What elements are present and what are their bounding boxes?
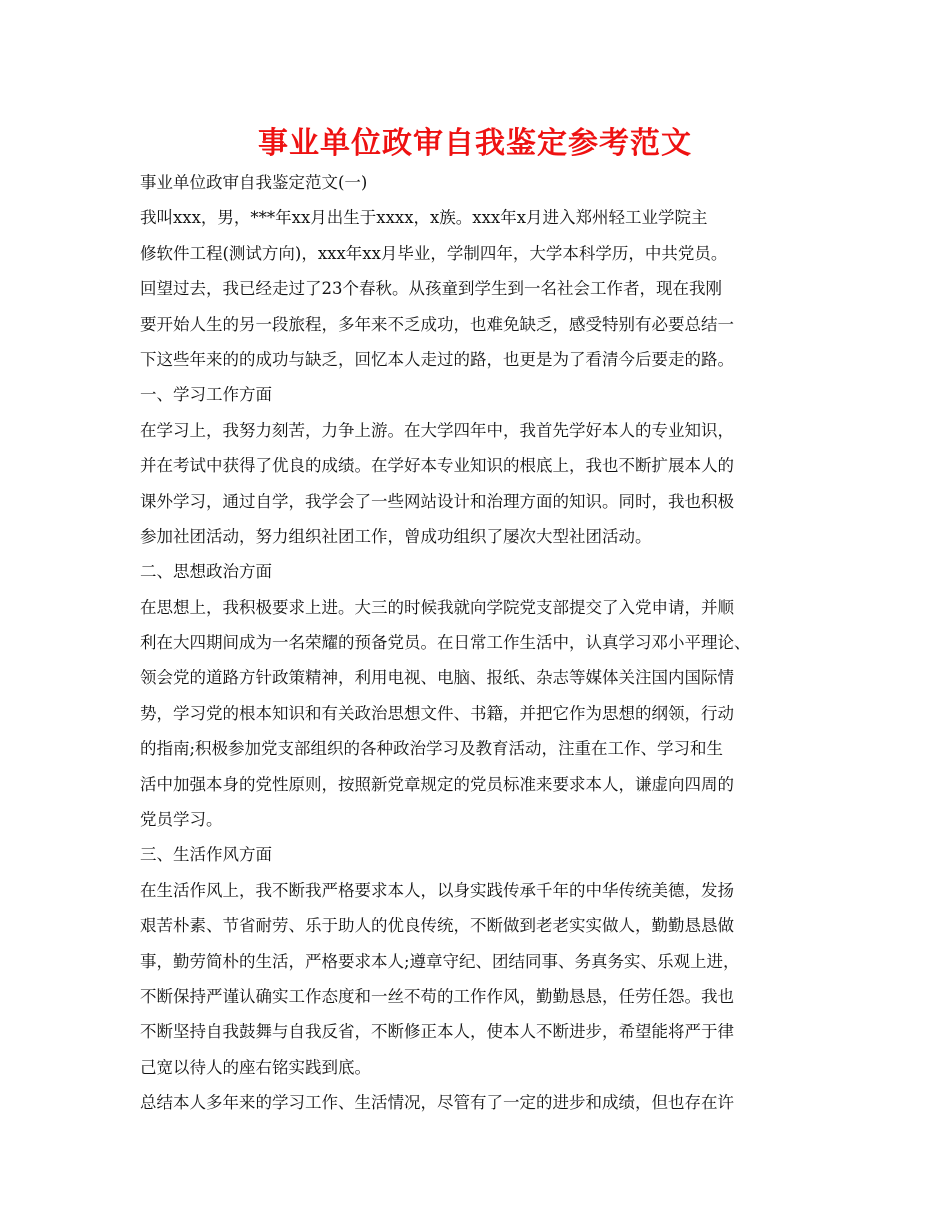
text-line: 参加社团活动，努力组织社团工作，曾成功组织了屡次大型社团活动。 [140, 526, 652, 546]
text-line: 我叫xxx，男，***年xx月出生于xxxx，x族。xxx年x月进入郑州轻工业学院主 [140, 208, 708, 228]
text-line: 回望过去，我已经走过了23个春秋。从孩童到学生到一名社会工作者，现在我刚 [140, 279, 722, 299]
text-line: 事业单位政审自我鉴定范文(一) [140, 173, 368, 192]
text-line: 的指南;积极参加党支部组织的各种政治学习及教育活动，注重在工作、学习和生 [140, 739, 724, 759]
text-line: 一、学习工作方面 [140, 385, 272, 405]
text-line: 艰苦朴素、节省耐劳、乐于助人的优良传统，不断做到老老实实做人，勤勤恳恳做 [140, 916, 734, 936]
text-line: 要开始人生的另一段旅程，多年来不乏成功，也难免缺乏，感受特别有必要总结一 [140, 314, 734, 334]
text-line: 势，学习党的根本知识和有关政治思想文件、书籍，并把它作为思想的纲领，行动 [140, 703, 734, 723]
text-line: 活中加强本身的党性原则，按照新党章规定的党员标准来要求本人，谦虚向四周的 [140, 774, 734, 794]
text-line: 修软件工程(测试方向)，xxx年xx月毕业，学制四年，大学本科学历，中共党员。 [140, 243, 728, 263]
text-line: 不断坚持自我鼓舞与自我反省，不断修正本人，使本人不断进步，希望能将严于律 [140, 1022, 734, 1042]
document-body [140, 165, 824, 1121]
text-line: 己宽以待人的座右铭实践到底。 [140, 1057, 371, 1077]
document-title: 事业单位政审自我鉴定参考范文 [258, 126, 692, 161]
text-line: 三、生活作风方面 [140, 845, 272, 865]
text-line: 事，勤劳简朴的生活，严格要求本人;遵章守纪、团结同事、务真务实、乐观上进， [140, 951, 740, 971]
text-line: 在生活作风上，我不断我严格要求本人，以身实践传承千年的中华传统美德，发扬 [140, 880, 734, 900]
text-line: 在学习上，我努力刻苦，力争上游。在大学四年中，我首先学好本人的专业知识， [140, 420, 734, 440]
text-line: 不断保持严谨认确实工作态度和一丝不苟的工作作风，勤勤恳恳，任劳任怨。我也 [140, 986, 734, 1006]
text-line: 并在考试中获得了优良的成绩。在学好本专业知识的根底上，我也不断扩展本人的 [140, 456, 734, 476]
text-line: 总结本人多年来的学习工作、生活情况，尽管有了一定的进步和成绩，但也存在许 [140, 1093, 734, 1113]
text-line: 二、思想政治方面 [140, 562, 272, 582]
text-line: 下这些年来的的成功与缺乏，回忆本人走过的路，也更是为了看清今后要走的路。 [140, 349, 734, 369]
text-line: 课外学习，通过自学，我学会了一些网站设计和治理方面的知识。同时，我也积极 [140, 491, 734, 511]
text-line: 领会党的道路方针政策精神，利用电视、电脑、报纸、杂志等媒体关注国内国际情 [140, 668, 734, 688]
text-line: 党员学习。 [140, 810, 223, 830]
text-line: 在思想上，我积极要求上进。大三的时候我就向学院党支部提交了入党申请，并顺 [140, 597, 734, 617]
text-line: 利在大四期间成为一名荣耀的预备党员。在日常工作生活中，认真学习邓小平理论、 [140, 633, 751, 653]
